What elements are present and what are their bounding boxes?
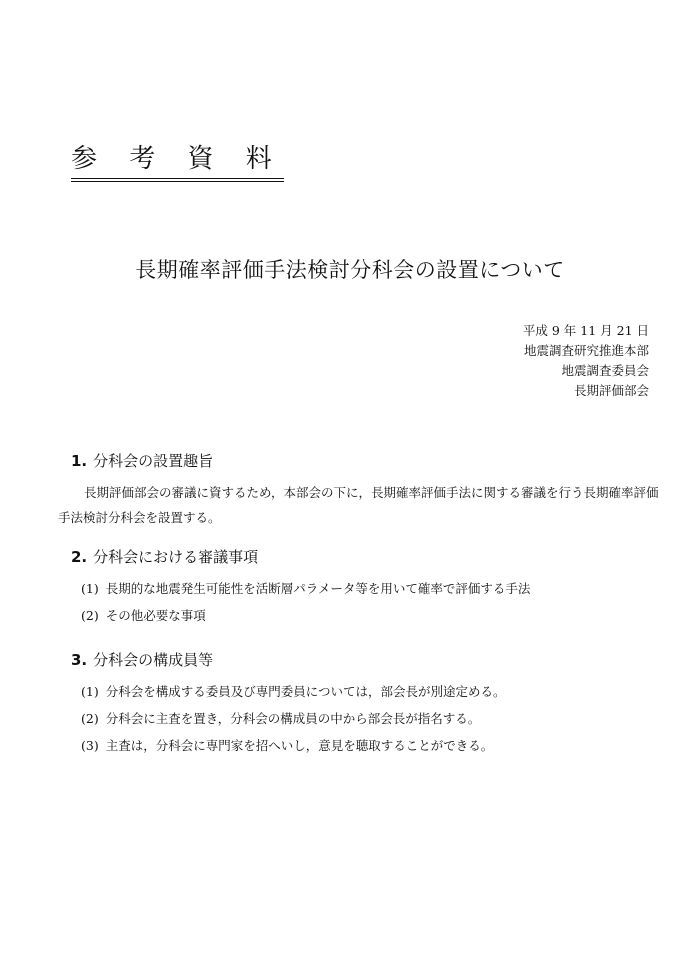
list-item xyxy=(71,732,661,759)
section-title: 分科会の構成員等 xyxy=(93,651,214,669)
issuer-subcommittee: 長期評価部会 xyxy=(573,383,649,398)
document-meta xyxy=(523,321,649,401)
item-marker: (2) xyxy=(81,608,99,623)
item-text: 主査は，分科会に専門家を招へいし，意見を聴取することができる。 xyxy=(105,738,494,753)
document-label: 参 考 資 料 xyxy=(71,142,284,182)
item-marker: (3) xyxy=(81,738,99,753)
item-marker: (1) xyxy=(81,581,99,596)
issuer-headquarters: 地震調査研究推進本部 xyxy=(523,343,649,358)
section-title: 分科会における審議事項 xyxy=(93,548,259,566)
list-item xyxy=(71,678,661,705)
item-marker: (1) xyxy=(81,684,99,699)
list-item xyxy=(71,602,661,629)
item-text: 分科会に主査を置き，分科会の構成員の中から部会長が指名する。 xyxy=(105,711,481,726)
item-list xyxy=(71,678,661,759)
section-title: 分科会の設置趣旨 xyxy=(93,452,214,470)
section-heading xyxy=(71,450,661,472)
item-text: 長期的な地震発生可能性を活断層パラメータ等を用いて確率で評価する手法 xyxy=(105,581,531,596)
issue-date: 平成 9 年 11 月 21 日 xyxy=(522,323,649,338)
issuer-committee: 地震調査委員会 xyxy=(561,363,649,378)
section-number: 3. xyxy=(71,651,88,669)
section-deliberation-items xyxy=(71,546,661,629)
list-item xyxy=(71,575,661,602)
section-purpose xyxy=(58,450,661,530)
item-text: 分科会を構成する委員及び専門委員については，部会長が別途定める。 xyxy=(105,684,506,699)
section-heading xyxy=(71,546,661,568)
section-number: 2. xyxy=(71,548,88,566)
list-item xyxy=(71,705,661,732)
item-marker: (2) xyxy=(81,711,99,726)
section-members xyxy=(71,649,661,759)
document-title: 長期確率評価手法検討分科会の設置について xyxy=(135,258,565,282)
item-text: その他必要な事項 xyxy=(105,608,206,623)
section-number: 1. xyxy=(71,452,88,470)
item-list xyxy=(71,575,661,629)
section-paragraph: 長期評価部会の審議に資するため，本部会の下に，長期確率評価手法に関する審議を行う長期確率評価手法検討分科会を設置する。 xyxy=(58,485,659,525)
section-heading xyxy=(71,649,661,671)
